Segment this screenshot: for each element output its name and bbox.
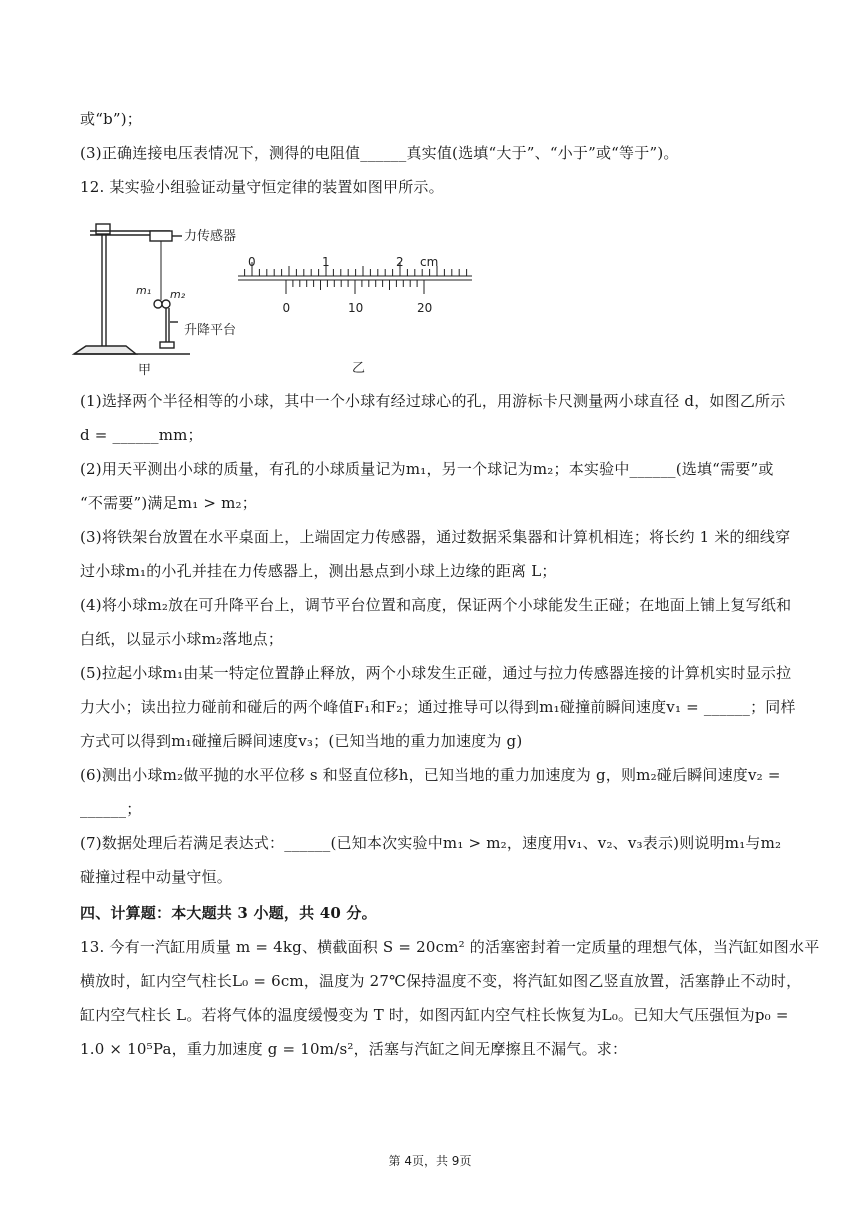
main-scale-label: 2: [396, 255, 404, 269]
experiment-figure: [70, 214, 490, 378]
text-line: (5)拉起小球m₁由某一特定位置静止释放，两个小球发生正碰，通过与拉力传感器连接的计算机实时显示拉: [80, 664, 792, 682]
platform-label: 升降平台: [184, 323, 237, 338]
text-line: d = ______mm；: [80, 426, 203, 444]
text-line: 过小球m₁的小孔并挂在力传感器上，测出悬点到小球上边缘的距离 L；: [80, 562, 557, 580]
text-line: 1.0 × 10⁵Pa，重力加速度 g = 10m/s²，活塞与汽缸之间无摩擦且不漏气。求：: [80, 1040, 628, 1058]
vernier-scale-label: 10: [348, 301, 364, 315]
text-line: 方式可以得到m₁碰撞后瞬间速度v₃；(已知当地的重力加速度为 g): [80, 732, 523, 750]
text-line: 横放时，缸内空气柱长L₀ = 6cm，温度为 27℃保持温度不变，将汽缸如图乙竖直放置，活塞静止不动时，: [80, 972, 802, 990]
text-line: ______；: [80, 800, 142, 818]
text-line: (1)选择两个半径相等的小球，其中一个小球有经过球心的孔，用游标卡尺测量两小球直径 d，如图乙所示: [80, 392, 786, 410]
main-scale-unit: cm: [420, 255, 439, 269]
text-line: (2)用天平测出小球的质量，有孔的小球质量记为m₁，另一个球记为m₂；本实验中______(选填“需要”或: [80, 460, 774, 478]
text-line: (7)数据处理后若满足表达式：______(已知本次实验中m₁ > m₂，速度用v₁、v₂、v₃表示)则说明m₁与m₂: [80, 834, 782, 852]
text-line: 缸内空气柱长 L。若将气体的温度缓慢变为 T 时，如图丙缸内空气柱长恢复为L₀。已知大气压强恒为p₀ =: [80, 1006, 789, 1024]
m2-label: m₂: [170, 288, 186, 301]
page-footer: 第 4页，共 9页: [388, 1154, 472, 1168]
question-12-heading: 12. 某实验小组验证动量守恒定律的装置如图甲所示。: [80, 178, 444, 196]
fig-b-label: 乙: [352, 361, 366, 376]
sensor-label: 力传感器: [184, 229, 237, 244]
text-line: “不需要”)满足m₁ > m₂；: [80, 494, 257, 512]
text-line: 碰撞过程中动量守恒。: [80, 868, 233, 886]
main-scale-label: 0: [248, 255, 256, 269]
vernier-scale-label: 0: [282, 301, 291, 315]
text-line: (3)将铁架台放置在水平桌面上，上端固定力传感器，通过数据采集器和计算机相连；将长约 1 米的细线穿: [80, 528, 791, 546]
fig-a-label: 甲: [138, 363, 152, 378]
m1-label: m₁: [136, 284, 152, 297]
vernier-scale-label: 20: [417, 301, 433, 315]
text-line: 力大小；读出拉力碰前和碰后的两个峰值F₁和F₂；通过推导可以得到m₁碰撞前瞬间速度v₁ = ______；同样: [80, 698, 796, 716]
text-line: 白纸，以显示小球m₂落地点；: [80, 630, 284, 648]
section-heading: 四、计算题：本大题共 3 小题，共 40 分。: [80, 904, 377, 922]
text-line: 13. 今有一汽缸用质量 m = 4kg、横截面积 S = 20cm² 的活塞密封着一定质量的理想气体，当汽缸如图水平: [80, 938, 820, 956]
text-line: 或“b”)；: [80, 110, 142, 128]
text-line: (4)将小球m₂放在可升降平台上，调节平台位置和高度，保证两个小球能发生正碰；在地面上铺上复写纸和: [80, 596, 792, 614]
main-scale-label: 1: [322, 255, 330, 269]
text-line: (3)正确连接电压表情况下，测得的电阻值______真实值(选填“大于”、“小于”或“等于”)。: [80, 144, 679, 162]
text-line: (6)测出小球m₂做平抛的水平位移 s 和竖直位移h，已知当地的重力加速度为 g，则m₂碰后瞬间速度v₂ =: [80, 766, 781, 784]
